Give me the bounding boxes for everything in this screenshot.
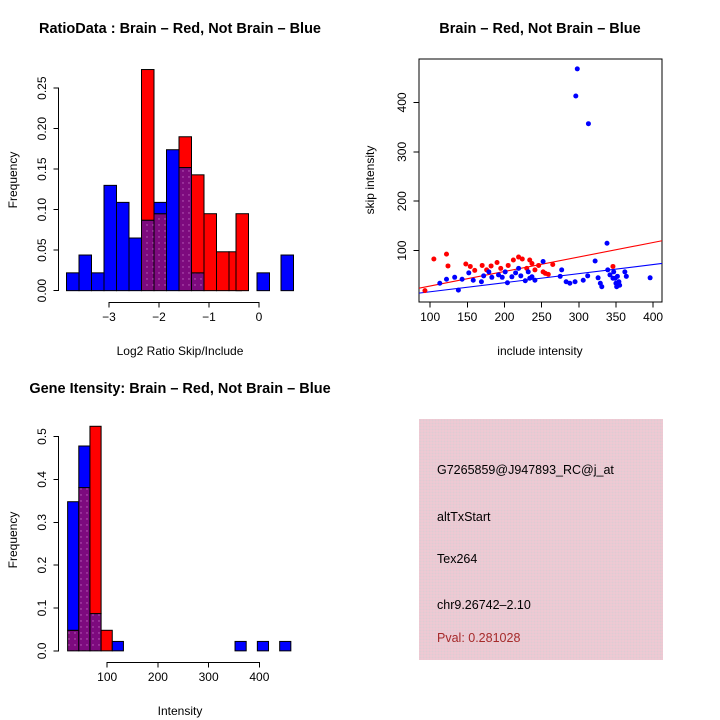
point-brain (550, 262, 555, 267)
panel-intensity-scatter (360, 0, 720, 360)
x-tick-label: 200 (147, 670, 168, 684)
point-not-brain (622, 269, 627, 274)
point-not-brain (593, 259, 598, 264)
point-brain (444, 252, 449, 257)
point-brain (468, 264, 473, 269)
point-not-brain (611, 269, 616, 274)
point-not-brain (617, 283, 622, 288)
location-text: chr9.26742–2.10 (437, 598, 531, 612)
x-tick-label: 300 (198, 670, 219, 684)
y-tick-label: 0.20 (35, 116, 49, 141)
x-tick-label: 100 (420, 310, 441, 324)
y-tick-label: 0.25 (35, 76, 49, 100)
point-not-brain (599, 284, 604, 289)
x-tick-label: 100 (97, 670, 118, 684)
gene-info-box (419, 419, 663, 660)
y-tick-label: 0.4 (35, 471, 49, 488)
point-not-brain (573, 279, 578, 284)
hist-bar-not-brain (257, 641, 268, 650)
hist-bar-not-brain (257, 273, 270, 291)
point-not-brain (581, 278, 586, 283)
point-not-brain (523, 278, 528, 283)
scatter-ylabel: skip intensity (363, 145, 377, 215)
point-not-brain (541, 259, 546, 264)
hist-bar-not-brain (281, 255, 294, 291)
hist-bar-not-brain (112, 641, 123, 650)
ratio-histogram-plot (0, 0, 360, 360)
point-brain (532, 267, 537, 272)
point-not-brain (516, 266, 521, 271)
y-tick-label: 0.2 (35, 556, 49, 574)
y-tick-label: 0.1 (35, 599, 49, 617)
point-not-brain (586, 121, 591, 126)
point-brain (529, 261, 534, 266)
hist-bar-not-brain (68, 502, 79, 631)
x-tick-label: −1 (202, 310, 216, 324)
hist-bar-brain (236, 214, 249, 291)
point-not-brain (624, 274, 629, 279)
panel-gene-intensity-histogram (0, 360, 360, 720)
point-not-brain (605, 267, 610, 272)
point-not-brain (573, 94, 578, 99)
x-tick-label: 150 (457, 310, 478, 324)
point-not-brain (518, 273, 523, 278)
point-brain (472, 268, 477, 273)
point-brain (536, 263, 541, 268)
point-not-brain (509, 274, 514, 279)
point-brain (520, 257, 525, 262)
point-brain (422, 288, 427, 293)
y-tick-label: 400 (395, 92, 409, 113)
hist-bar-brain (179, 137, 192, 168)
x-tick-label: 400 (249, 670, 270, 684)
point-brain (495, 260, 500, 265)
ratio-histogram-xlabel: Log2 Ratio Skip/Include (116, 344, 244, 358)
y-tick-label: 100 (395, 240, 409, 261)
hist-bar-not-brain (79, 255, 92, 291)
point-not-brain (648, 275, 653, 280)
probe-id-text: G7265859@J947893_RC@j_at (437, 463, 614, 477)
point-brain (463, 261, 468, 266)
y-tick-label: 0.10 (35, 197, 49, 222)
point-brain (480, 263, 485, 268)
panel-gene-info (360, 360, 720, 720)
hist-bar-not-brain (280, 641, 291, 650)
event-type-text: altTxStart (437, 510, 491, 524)
hist-bar-overlap (192, 273, 205, 291)
hist-bar-brain (192, 175, 205, 273)
x-tick-label: 300 (568, 310, 589, 324)
point-brain (498, 266, 503, 271)
point-not-brain (558, 274, 563, 279)
y-tick-label: 0.00 (35, 278, 49, 303)
hist-bar-brain (204, 214, 217, 291)
hist-bar-brain (101, 630, 112, 651)
hist-bar-not-brain (154, 202, 167, 213)
y-tick-label: 0.5 (35, 428, 49, 445)
y-tick-label: 300 (395, 141, 409, 162)
point-brain (445, 263, 450, 268)
x-tick-label: 250 (531, 310, 552, 324)
point-brain (511, 258, 516, 263)
point-not-brain (575, 66, 580, 71)
point-not-brain (456, 288, 461, 293)
hist-bar-overlap (79, 488, 90, 651)
y-tick-label: 0.15 (35, 157, 49, 181)
point-not-brain (466, 270, 471, 275)
hist-bar-brain (142, 70, 155, 221)
point-not-brain (585, 273, 590, 278)
hist-bar-brain (90, 426, 101, 613)
pval-text: Pval: 0.281028 (437, 631, 521, 645)
hist-bar-overlap (179, 168, 192, 291)
point-not-brain (452, 275, 457, 280)
hist-bar-not-brain (117, 202, 130, 290)
point-not-brain (444, 277, 449, 282)
point-not-brain (486, 269, 491, 274)
x-tick-label: 400 (643, 310, 664, 324)
hist-bar-not-brain (167, 150, 180, 291)
point-not-brain (532, 278, 537, 283)
x-tick-label: 350 (605, 310, 626, 324)
point-not-brain (513, 270, 518, 275)
ratio-histogram-title: RatioData : Brain – Red, Not Brain – Blue (39, 21, 321, 37)
hist-bar-not-brain (92, 273, 105, 291)
hist-bar-overlap (154, 214, 167, 291)
y-tick-label: 0.3 (35, 513, 49, 531)
gene-name-text: Tex264 (437, 552, 478, 566)
point-not-brain (481, 273, 486, 278)
gene-histogram-title: Gene Itensity: Brain – Red, Not Brain – Blue (29, 381, 331, 397)
hist-bar-not-brain (235, 641, 246, 650)
hist-bar-not-brain (129, 238, 142, 291)
point-not-brain (437, 281, 442, 286)
hist-bar-not-brain (104, 185, 117, 290)
hist-bar-overlap (68, 630, 79, 651)
point-not-brain (489, 275, 494, 280)
hist-bar-overlap (142, 220, 155, 290)
point-not-brain (460, 277, 465, 282)
point-brain (489, 263, 494, 268)
scatter-xlabel: include intensity (497, 344, 583, 358)
hist-bar-brain (217, 252, 230, 291)
intensity-scatter-plot (360, 0, 720, 360)
scatter-title: Brain – Red, Not Brain – Blue (439, 21, 641, 37)
point-not-brain (479, 279, 484, 284)
gene-histogram-xlabel: Intensity (157, 704, 203, 718)
point-not-brain (559, 267, 564, 272)
y-tick-label: 200 (395, 191, 409, 212)
hist-bar-overlap (90, 614, 101, 651)
point-not-brain (503, 269, 508, 274)
hist-bar-not-brain (67, 273, 80, 291)
point-not-brain (471, 278, 476, 283)
ratio-histogram-ylabel: Frequency (6, 151, 20, 209)
point-not-brain (567, 281, 572, 286)
point-not-brain (596, 275, 601, 280)
point-brain (506, 263, 511, 268)
point-not-brain (500, 275, 505, 280)
point-not-brain (605, 241, 610, 246)
point-not-brain (526, 269, 531, 274)
panel-ratio-histogram (0, 0, 360, 360)
x-tick-label: −3 (102, 310, 116, 324)
hist-bar-not-brain (79, 446, 90, 488)
x-tick-label: −2 (152, 310, 166, 324)
point-brain (546, 272, 551, 277)
y-tick-label: 0.05 (35, 238, 49, 262)
gene-intensity-histogram-plot (0, 360, 360, 720)
point-brain (610, 264, 615, 269)
point-not-brain (615, 274, 620, 279)
y-tick-label: 0.0 (35, 642, 49, 660)
x-tick-label: 0 (255, 310, 263, 324)
point-brain (431, 257, 436, 262)
x-tick-label: 200 (494, 310, 515, 324)
point-not-brain (505, 280, 510, 285)
gene-histogram-ylabel: Frequency (6, 511, 20, 569)
